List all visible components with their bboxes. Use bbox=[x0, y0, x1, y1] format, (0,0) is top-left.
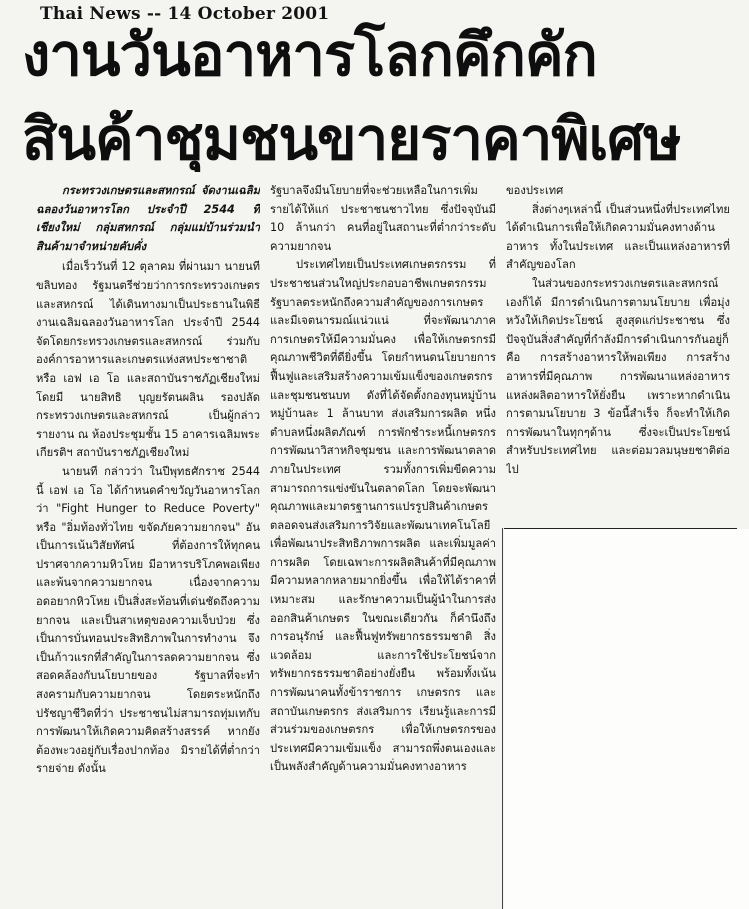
headline-line-2: สินค้าชุมชนขายราคาพิเศษ bbox=[22, 106, 681, 172]
paragraph: เมื่อเร็ววันที่ 12 ตุลาคม ที่ผ่านมา นายนที ขลิบทอง รัฐมนตรีช่วยว่าการกระทรวงเกษตรและสหกรณ์ ได้เดินทางมาเป็นประธานในพิธีงานเฉลิมฉลองวันอาหารโลก ประจำปี 2544 จัดโดยกระทรวงเกษตรและสหกรณ์ ร่วมกับองค์การอาหารและเกษตรแห่งสหประชาชาติ หรือ เอฟ เอ โอ และสถาบันราชภัฏเชียงใหม่ โดยมี นายสิทธิ บุญยรัตนผลิน รองปลัดกระทรวงเกษตรและสหกรณ์ เป็นผู้กล่าวรายงาน ณ ห้องประชุมชั้น 15 อาคารเฉลิมพระเกียรติฯ สถาบันราชภัฏเชียงใหม่ bbox=[36, 260, 260, 460]
horizontal-divider bbox=[504, 528, 737, 529]
article-column-3 bbox=[506, 182, 730, 512]
paragraph: รัฐบาลจึงมีนโยบายที่จะช่วยเหลือในการเพิ่มรายได้ให้แก่ ประชาชนชาวไทย ซึ่งปัจจุบันมี 10 ล้านกว่า คนที่อยู่ในสถานะที่ต่ำกว่าระดับความยากจน bbox=[270, 184, 496, 253]
masthead: Thai News -- 14 October 2001 bbox=[40, 4, 330, 24]
blank-area bbox=[504, 529, 749, 909]
vertical-divider bbox=[502, 528, 503, 909]
paragraph: ของประเทศ bbox=[506, 184, 564, 197]
paragraph: นายนที กล่าวว่า ในปีพุทธศักราช 2544 นี้ เอฟ เอ โอ ได้กำหนดคำขวัญวันอาหารโลก ว่า "Fight Hunger to Reduce Poverty" หรือ "อิ่มท้องทั่วไทย ขจัดภัยความยากจน" อันเป็นการเน้นวิสัยทัศน์ ที่ต้องการให้ทุกคนปราศจากความหิวโหย มีอาหารบริโภคพอเพียง และพ้นจากความยากจน เนื่องจากความอดอยากหิวโหย เป็นสิ่งสะท้อนที่เด่นชัดถึงความยากจน และเป็นสาเหตุของความเจ็บป่วย ซึ่งเป็นการบั่นทอนประสิทธิภาพในการทำงาน จึงเป็นก้าวแรกที่สำคัญในการลดความยากจน ซึ่งสอดคล้องกับนโยบายของ รัฐบาลที่จะทำสงครามกับความยากจน โดยตระหนักถึงปรัชญาชีวิตที่ว่า ประชาชนไม่สามารถทุ่มเทกับการพัฒนาให้เกิดความคิดสร้างสรรค์ หากยังต้องพะวงอยู่กับเรื่องปากท้อง มิรายได้ที่ต่ำกว่ารายจ่าย ดังนั้น bbox=[36, 464, 260, 776]
article-column-1 bbox=[36, 182, 260, 902]
paragraph: สิ่งต่างๆเหล่านี้ เป็นส่วนหนึ่งที่ประเทศไทยได้ดำเนินการเพื่อให้เกิดความมั่นคงทางด้านอาหาร ทั้งในประเทศ และเป็นแหล่งอาหารที่สำคัญของโลก bbox=[506, 202, 730, 272]
article-lead: กระทรวงเกษตรและสหกรณ์ จัดงานเฉลิมฉลองวันอาหารโลก ประจำปี 2544 ที่เชียงใหม่ กลุ่มสหกรณ์ กลุ่มแม่บ้านร่วมนำสินค้ามาจำหน่ายคับคั่ง bbox=[36, 184, 260, 253]
article-column-2 bbox=[270, 182, 496, 902]
paragraph: ในส่วนของกระทรวงเกษตรและสหกรณ์เองก็ได้ มีการดำเนินการตามนโยบาย เพื่อมุ่งหวังให้เกิดประโยชน์ สูงสุดแก่ประชาชน ซึ่งปัจจุบันสิ่งสำคัญที่กำลังมีการดำเนินการกันอยู่ก็คือ การสร้างอาหารให้พอเพียง การสร้างอาหารที่มีคุณภาพ การพัฒนาแหล่งอาหาร แหล่งผลิตอาหารให้ยั่งยืน เพราะหากดำเนินการตามนโยบาย 3 ข้อนี้สำเร็จ ก็จะทำให้เกิดการพัฒนาในทุกๆด้าน ซึ่งจะเป็นประโยชน์สำหรับประเทศไทย และต่อมวลมนุษยชาติต่อไป bbox=[506, 276, 730, 476]
paragraph: ประเทศไทยเป็นประเทศเกษตรกรรม ที่ประชาชนส่วนใหญ่ประกอบอาชีพเกษตรกรรม รัฐบาลตระหนักถึงความสำคัญของการเกษตร และมีเจตนารมณ์แน่วแน่ ที่จะพัฒนาภาคการเกษตรให้มีความมั่นคง เพื่อให้เกษตรกรมีคุณภาพชีวิตที่ดียิ่งขึ้น โดยกำหนดนโยบายการฟื้นฟูและเสริมสร้างความเข้มแข็งของเกษตรกร และชุมชนชนบท ดังที่ได้จัดตั้งกองทุนหมู่บ้าน หมู่บ้านละ 1 ล้านบาท ส่งเสริมการผลิต หนึ่งตำบลหนึ่งผลิตภัณฑ์ การพักชำระหนี้เกษตรกร การพัฒนาวิสาหกิจชุมชน และการพัฒนาตลาดภายในประเทศ รวมทั้งการเพิ่มขีดความสามารถการแข่งขันในตลาดโลก โดยจะพัฒนาคุณภาพและมาตรฐานการแปรรูปสินค้าเกษตร ตลอดจนส่งเสริมการวิจัยและพัฒนาเทคโนโลยี เพื่อพัฒนาประสิทธิภาพการผลิต และเพิ่มมูลค่าการผลิต โดยเฉพาะการผลิตสินค้าที่มีคุณภาพ มีความหลากหลายมากยิ่งขึ้น เพื่อให้ได้ราคาที่เหมาะสม และรักษาความเป็นผู้นำในการส่งออกสินค้าเกษตร ในขณะเดียวกัน ก็คำนึงถึงการอนุรักษ์ และฟื้นฟูทรัพยากรธรรมชาติ สิ่งแวดล้อม และการใช้ประโยชน์จากทรัพยากรธรรมชาติอย่างยั่งยืน พร้อมทั้งเน้นการพัฒนาคนทั้งข้าราชการ เกษตรกร และสถาบันเกษตรกร ส่งเสริมการ เรียนรู้และการมีส่วนร่วมของเกษตรกร เพื่อให้เกษตรกรของประเทศมีความเข้มแข็ง สามารถพึ่งตนเองและเป็นพลังสำคัญด้านความมั่นคงทางอาหาร bbox=[270, 258, 496, 774]
headline-line-1: งานวันอาหารโลกคึกคัก bbox=[22, 22, 597, 88]
